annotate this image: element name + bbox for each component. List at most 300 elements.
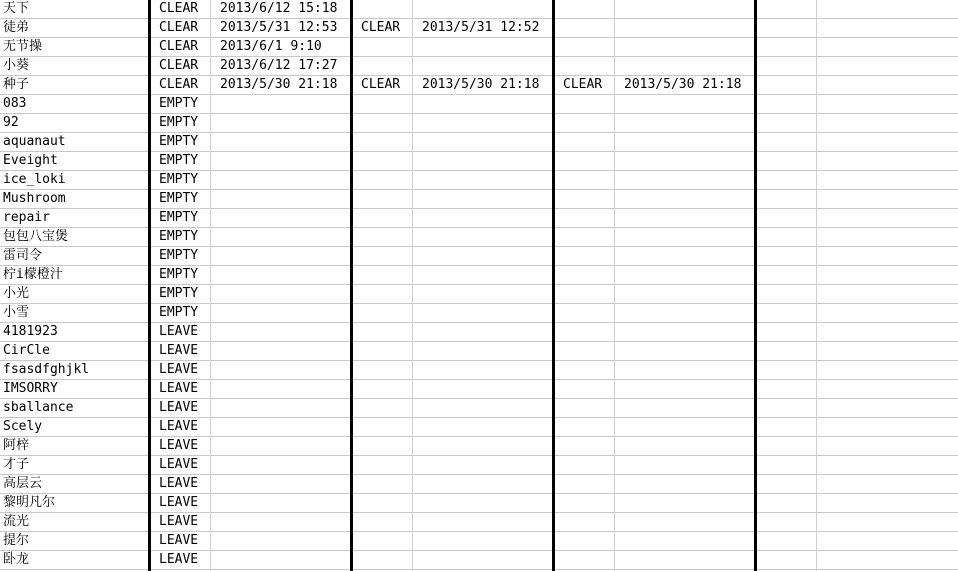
timestamp-cell[interactable] — [413, 209, 552, 227]
status-cell[interactable]: EMPTY — [159, 305, 199, 320]
empty-cell[interactable] — [817, 456, 958, 474]
status-cell[interactable] — [555, 323, 614, 341]
status-cell[interactable]: LEAVE — [159, 533, 199, 548]
status-cell[interactable] — [353, 171, 412, 189]
status-cell[interactable]: CLEAR — [159, 77, 199, 92]
status-cell[interactable] — [353, 494, 412, 512]
timestamp-cell[interactable] — [413, 551, 552, 569]
empty-cell[interactable] — [817, 114, 958, 132]
status-cell[interactable]: EMPTY — [159, 191, 199, 206]
table-row — [0, 133, 958, 152]
timestamp-cell[interactable]: 2013/6/1 9:10 — [220, 39, 322, 54]
timestamp-cell[interactable] — [413, 133, 552, 151]
empty-cell[interactable] — [757, 285, 816, 303]
empty-cell[interactable] — [757, 494, 816, 512]
timestamp-cell[interactable] — [615, 19, 754, 37]
table-row — [0, 209, 958, 228]
name-cell[interactable]: aquanaut — [3, 134, 66, 149]
empty-cell[interactable] — [817, 95, 958, 113]
timestamp-cell[interactable] — [211, 133, 350, 151]
timestamp-cell[interactable] — [615, 285, 754, 303]
status-cell[interactable] — [353, 551, 412, 569]
status-cell[interactable]: CLEAR — [159, 39, 199, 54]
empty-cell[interactable] — [817, 551, 958, 569]
empty-cell[interactable] — [817, 437, 958, 455]
empty-cell[interactable] — [817, 418, 958, 436]
timestamp-cell[interactable]: 2013/5/31 12:53 — [220, 20, 338, 35]
column-divider — [816, 0, 817, 571]
name-cell[interactable]: 小葵 — [3, 58, 30, 73]
name-cell[interactable]: repair — [3, 210, 50, 225]
timestamp-cell[interactable] — [413, 361, 552, 379]
empty-cell[interactable] — [757, 551, 816, 569]
status-cell[interactable] — [555, 114, 614, 132]
timestamp-cell[interactable] — [413, 399, 552, 417]
empty-cell[interactable] — [817, 399, 958, 417]
empty-cell[interactable] — [757, 38, 816, 56]
table-row — [0, 399, 958, 418]
timestamp-cell[interactable] — [211, 209, 350, 227]
status-cell[interactable] — [555, 551, 614, 569]
empty-cell[interactable] — [817, 152, 958, 170]
status-cell[interactable] — [555, 361, 614, 379]
table-row — [0, 380, 958, 399]
status-cell[interactable] — [353, 114, 412, 132]
status-cell[interactable]: EMPTY — [159, 229, 199, 244]
status-cell[interactable] — [555, 380, 614, 398]
name-cell[interactable]: 黎明凡尔 — [3, 495, 56, 510]
table-row — [0, 456, 958, 475]
table-row — [0, 114, 958, 133]
name-cell[interactable]: 提尔 — [3, 533, 30, 548]
status-cell[interactable] — [555, 95, 614, 113]
empty-cell[interactable] — [757, 532, 816, 550]
timestamp-cell[interactable] — [615, 266, 754, 284]
table-row — [0, 266, 958, 285]
empty-cell[interactable] — [817, 494, 958, 512]
status-cell[interactable] — [555, 38, 614, 56]
empty-cell[interactable] — [757, 209, 816, 227]
timestamp-cell[interactable] — [211, 475, 350, 493]
status-cell[interactable] — [353, 399, 412, 417]
timestamp-cell[interactable] — [211, 494, 350, 512]
name-cell[interactable]: 天下 — [3, 1, 30, 16]
table-row — [0, 513, 958, 532]
table-row — [0, 38, 958, 57]
timestamp-cell[interactable]: 2013/6/12 15:18 — [220, 1, 338, 16]
timestamp-cell[interactable] — [615, 304, 754, 322]
status-cell[interactable] — [555, 190, 614, 208]
status-cell[interactable] — [555, 494, 614, 512]
name-cell[interactable]: 阿梓 — [3, 438, 30, 453]
empty-cell[interactable] — [757, 228, 816, 246]
empty-cell[interactable] — [817, 380, 958, 398]
thick-column-border — [754, 0, 757, 571]
timestamp-cell[interactable] — [211, 152, 350, 170]
name-cell[interactable]: 4181923 — [3, 324, 58, 339]
table-row — [0, 152, 958, 171]
table-row — [0, 361, 958, 380]
status-cell[interactable] — [353, 532, 412, 550]
status-cell[interactable] — [353, 57, 412, 75]
status-cell[interactable] — [353, 190, 412, 208]
timestamp-cell[interactable] — [413, 228, 552, 246]
table-row — [0, 285, 958, 304]
empty-cell[interactable] — [757, 133, 816, 151]
status-cell[interactable]: LEAVE — [159, 457, 199, 472]
status-cell[interactable] — [555, 437, 614, 455]
name-cell[interactable]: Mushroom — [3, 191, 66, 206]
empty-cell[interactable] — [817, 228, 958, 246]
timestamp-cell[interactable] — [413, 266, 552, 284]
status-cell[interactable]: LEAVE — [159, 438, 199, 453]
timestamp-cell[interactable] — [615, 171, 754, 189]
status-cell[interactable] — [555, 399, 614, 417]
name-cell[interactable]: 小雪 — [3, 305, 30, 320]
empty-cell[interactable] — [817, 266, 958, 284]
timestamp-cell[interactable] — [413, 152, 552, 170]
table-row — [0, 190, 958, 209]
name-cell[interactable]: 流光 — [3, 514, 30, 529]
timestamp-cell[interactable] — [413, 285, 552, 303]
status-cell[interactable] — [555, 513, 614, 531]
status-cell[interactable] — [353, 323, 412, 341]
timestamp-cell[interactable] — [413, 513, 552, 531]
status-cell[interactable]: EMPTY — [159, 96, 199, 111]
timestamp-cell[interactable] — [615, 95, 754, 113]
timestamp-cell[interactable] — [615, 551, 754, 569]
status-cell[interactable] — [555, 209, 614, 227]
timestamp-cell[interactable]: 2013/5/30 21:18 — [422, 77, 540, 92]
empty-cell[interactable] — [757, 304, 816, 322]
timestamp-cell[interactable] — [211, 361, 350, 379]
timestamp-cell[interactable] — [615, 190, 754, 208]
timestamp-cell[interactable] — [211, 323, 350, 341]
table-row — [0, 437, 958, 456]
timestamp-cell[interactable] — [211, 399, 350, 417]
name-cell[interactable]: CirCle — [3, 343, 50, 358]
status-cell[interactable] — [555, 342, 614, 360]
status-cell[interactable] — [555, 133, 614, 151]
table-row — [0, 228, 958, 247]
status-cell[interactable] — [555, 171, 614, 189]
status-cell[interactable]: LEAVE — [159, 400, 199, 415]
column-divider — [210, 0, 211, 571]
column-divider — [412, 0, 413, 571]
status-cell[interactable] — [555, 247, 614, 265]
table-row — [0, 19, 958, 38]
status-cell[interactable]: CLEAR — [563, 77, 603, 92]
name-cell[interactable]: 种子 — [3, 77, 30, 92]
empty-cell[interactable] — [817, 133, 958, 151]
timestamp-cell[interactable] — [211, 285, 350, 303]
status-cell[interactable] — [353, 418, 412, 436]
empty-cell[interactable] — [817, 285, 958, 303]
empty-cell[interactable] — [817, 342, 958, 360]
empty-cell[interactable] — [757, 342, 816, 360]
timestamp-cell[interactable] — [413, 342, 552, 360]
name-cell[interactable]: 雷司令 — [3, 248, 43, 263]
status-cell[interactable]: EMPTY — [159, 172, 199, 187]
table-row — [0, 76, 958, 95]
status-cell[interactable] — [353, 152, 412, 170]
status-cell[interactable]: EMPTY — [159, 210, 199, 225]
timestamp-cell[interactable] — [413, 418, 552, 436]
empty-cell[interactable] — [817, 0, 958, 18]
empty-cell[interactable] — [817, 209, 958, 227]
empty-cell[interactable] — [757, 513, 816, 531]
status-cell[interactable] — [353, 228, 412, 246]
status-cell[interactable]: CLEAR — [159, 20, 199, 35]
thick-column-border — [148, 0, 151, 571]
status-cell[interactable] — [353, 0, 412, 18]
name-cell[interactable]: 才子 — [3, 457, 30, 472]
timestamp-cell[interactable] — [211, 304, 350, 322]
empty-cell[interactable] — [817, 38, 958, 56]
status-cell[interactable]: LEAVE — [159, 419, 199, 434]
status-cell[interactable] — [353, 247, 412, 265]
status-cell[interactable] — [555, 228, 614, 246]
empty-cell[interactable] — [757, 247, 816, 265]
timestamp-cell[interactable] — [615, 323, 754, 341]
timestamp-cell[interactable] — [211, 95, 350, 113]
status-cell[interactable]: LEAVE — [159, 476, 199, 491]
empty-cell[interactable] — [757, 323, 816, 341]
empty-cell[interactable] — [757, 76, 816, 94]
timestamp-cell[interactable] — [615, 247, 754, 265]
status-cell[interactable] — [353, 475, 412, 493]
status-cell[interactable]: LEAVE — [159, 343, 199, 358]
timestamp-cell[interactable] — [413, 437, 552, 455]
timestamp-cell[interactable] — [615, 342, 754, 360]
empty-cell[interactable] — [757, 171, 816, 189]
empty-cell[interactable] — [757, 361, 816, 379]
status-cell[interactable] — [353, 95, 412, 113]
thick-column-border — [350, 0, 353, 571]
status-cell[interactable] — [555, 152, 614, 170]
timestamp-cell[interactable] — [211, 114, 350, 132]
name-cell[interactable]: 083 — [3, 96, 27, 111]
empty-cell[interactable] — [817, 76, 958, 94]
empty-cell[interactable] — [757, 266, 816, 284]
timestamp-cell[interactable] — [615, 361, 754, 379]
status-cell[interactable]: CLEAR — [361, 77, 401, 92]
status-cell[interactable]: LEAVE — [159, 495, 199, 510]
timestamp-cell[interactable] — [413, 323, 552, 341]
empty-cell[interactable] — [817, 190, 958, 208]
name-cell[interactable]: fsasdfghjkl — [3, 362, 90, 377]
status-cell[interactable] — [555, 285, 614, 303]
empty-cell[interactable] — [817, 171, 958, 189]
timestamp-cell[interactable] — [413, 114, 552, 132]
empty-cell[interactable] — [757, 114, 816, 132]
empty-cell[interactable] — [757, 57, 816, 75]
timestamp-cell[interactable] — [615, 399, 754, 417]
status-cell[interactable] — [555, 19, 614, 37]
timestamp-cell[interactable] — [615, 228, 754, 246]
status-cell[interactable] — [353, 133, 412, 151]
timestamp-cell[interactable] — [211, 380, 350, 398]
timestamp-cell[interactable] — [413, 171, 552, 189]
name-cell[interactable]: 92 — [3, 115, 19, 130]
timestamp-cell[interactable] — [211, 437, 350, 455]
timestamp-cell[interactable] — [615, 380, 754, 398]
timestamp-cell[interactable] — [413, 532, 552, 550]
status-cell[interactable] — [353, 266, 412, 284]
name-cell[interactable]: 小光 — [3, 286, 30, 301]
status-cell[interactable]: EMPTY — [159, 267, 199, 282]
timestamp-cell[interactable] — [615, 0, 754, 18]
empty-cell[interactable] — [757, 380, 816, 398]
status-cell[interactable] — [353, 380, 412, 398]
name-cell[interactable]: sballance — [3, 400, 74, 415]
empty-cell[interactable] — [757, 152, 816, 170]
empty-cell[interactable] — [817, 513, 958, 531]
empty-cell[interactable] — [817, 323, 958, 341]
timestamp-cell[interactable] — [413, 456, 552, 474]
empty-cell[interactable] — [757, 399, 816, 417]
empty-cell[interactable] — [817, 247, 958, 265]
status-cell[interactable]: LEAVE — [159, 552, 199, 567]
name-cell[interactable]: Eveight — [3, 153, 58, 168]
name-cell[interactable]: 无节操 — [3, 39, 43, 54]
empty-cell[interactable] — [757, 418, 816, 436]
empty-cell[interactable] — [817, 57, 958, 75]
status-cell[interactable] — [555, 304, 614, 322]
table-row — [0, 342, 958, 361]
timestamp-cell[interactable] — [615, 133, 754, 151]
timestamp-cell[interactable] — [211, 456, 350, 474]
timestamp-cell[interactable] — [413, 475, 552, 493]
name-cell[interactable]: 包包八宝煲 — [3, 229, 69, 244]
status-cell[interactable] — [353, 513, 412, 531]
status-cell[interactable] — [353, 361, 412, 379]
empty-cell[interactable] — [757, 0, 816, 18]
empty-cell[interactable] — [757, 19, 816, 37]
timestamp-cell[interactable] — [615, 418, 754, 436]
empty-cell[interactable] — [817, 19, 958, 37]
status-cell[interactable]: LEAVE — [159, 381, 199, 396]
timestamp-cell[interactable] — [413, 494, 552, 512]
name-cell[interactable]: 高层云 — [3, 476, 43, 491]
empty-cell[interactable] — [757, 437, 816, 455]
timestamp-cell[interactable] — [615, 456, 754, 474]
status-cell[interactable] — [555, 475, 614, 493]
status-cell[interactable]: CLEAR — [159, 1, 199, 16]
empty-cell[interactable] — [817, 532, 958, 550]
name-cell[interactable]: 徒弟 — [3, 20, 30, 35]
name-cell[interactable]: 柠i檬橙汁 — [3, 267, 63, 282]
timestamp-cell[interactable] — [413, 247, 552, 265]
timestamp-cell[interactable] — [413, 57, 552, 75]
timestamp-cell[interactable]: 2013/6/12 17:27 — [220, 58, 338, 73]
timestamp-cell[interactable] — [413, 304, 552, 322]
timestamp-cell[interactable] — [615, 57, 754, 75]
timestamp-cell[interactable] — [413, 0, 552, 18]
timestamp-cell[interactable] — [615, 209, 754, 227]
empty-cell[interactable] — [757, 475, 816, 493]
name-cell[interactable]: IMSORRY — [3, 381, 58, 396]
timestamp-cell[interactable] — [211, 551, 350, 569]
timestamp-cell[interactable] — [211, 266, 350, 284]
timestamp-cell[interactable] — [211, 171, 350, 189]
timestamp-cell[interactable] — [211, 532, 350, 550]
timestamp-cell[interactable] — [615, 38, 754, 56]
status-cell[interactable]: LEAVE — [159, 514, 199, 529]
status-cell[interactable]: LEAVE — [159, 324, 199, 339]
table-row — [0, 418, 958, 437]
status-cell[interactable] — [353, 437, 412, 455]
timestamp-cell[interactable] — [211, 513, 350, 531]
status-cell[interactable]: EMPTY — [159, 248, 199, 263]
status-cell[interactable] — [555, 266, 614, 284]
status-cell[interactable] — [555, 532, 614, 550]
empty-cell[interactable] — [817, 304, 958, 322]
status-cell[interactable] — [353, 342, 412, 360]
empty-cell[interactable] — [817, 475, 958, 493]
status-cell[interactable] — [555, 0, 614, 18]
timestamp-cell[interactable] — [615, 513, 754, 531]
timestamp-cell[interactable]: 2013/5/31 12:52 — [422, 20, 540, 35]
timestamp-cell[interactable] — [211, 247, 350, 265]
timestamp-cell[interactable] — [413, 380, 552, 398]
status-cell[interactable]: CLEAR — [361, 20, 401, 35]
status-cell[interactable] — [555, 418, 614, 436]
status-cell[interactable] — [353, 38, 412, 56]
timestamp-cell[interactable] — [615, 114, 754, 132]
timestamp-cell[interactable]: 2013/5/30 21:18 — [624, 77, 742, 92]
timestamp-cell[interactable] — [211, 190, 350, 208]
timestamp-cell[interactable] — [211, 228, 350, 246]
timestamp-cell[interactable] — [615, 494, 754, 512]
timestamp-cell[interactable] — [211, 342, 350, 360]
name-cell[interactable]: Scely — [3, 419, 43, 434]
table-row — [0, 475, 958, 494]
status-cell[interactable] — [353, 209, 412, 227]
timestamp-cell[interactable]: 2013/5/30 21:18 — [220, 77, 338, 92]
table-row — [0, 247, 958, 266]
empty-cell[interactable] — [817, 361, 958, 379]
empty-cell[interactable] — [757, 95, 816, 113]
timestamp-cell[interactable] — [615, 532, 754, 550]
status-cell[interactable]: EMPTY — [159, 153, 199, 168]
status-cell[interactable]: EMPTY — [159, 286, 199, 301]
name-cell[interactable]: ice_loki — [3, 172, 66, 187]
status-cell[interactable]: LEAVE — [159, 362, 199, 377]
timestamp-cell[interactable] — [615, 152, 754, 170]
timestamp-cell[interactable] — [413, 190, 552, 208]
empty-cell[interactable] — [757, 190, 816, 208]
timestamp-cell[interactable] — [211, 418, 350, 436]
timestamp-cell[interactable] — [615, 437, 754, 455]
status-cell[interactable] — [555, 456, 614, 474]
status-cell[interactable] — [353, 304, 412, 322]
status-cell[interactable] — [353, 456, 412, 474]
timestamp-cell[interactable] — [413, 95, 552, 113]
status-cell[interactable]: EMPTY — [159, 134, 199, 149]
name-cell[interactable]: 卧龙 — [3, 552, 30, 567]
status-cell[interactable]: CLEAR — [159, 58, 199, 73]
status-cell[interactable] — [555, 57, 614, 75]
empty-cell[interactable] — [757, 456, 816, 474]
status-cell[interactable] — [353, 285, 412, 303]
table-row — [0, 0, 958, 19]
column-divider — [614, 0, 615, 571]
table-row — [0, 57, 958, 76]
timestamp-cell[interactable] — [413, 38, 552, 56]
status-cell[interactable]: EMPTY — [159, 115, 199, 130]
timestamp-cell[interactable] — [615, 475, 754, 493]
